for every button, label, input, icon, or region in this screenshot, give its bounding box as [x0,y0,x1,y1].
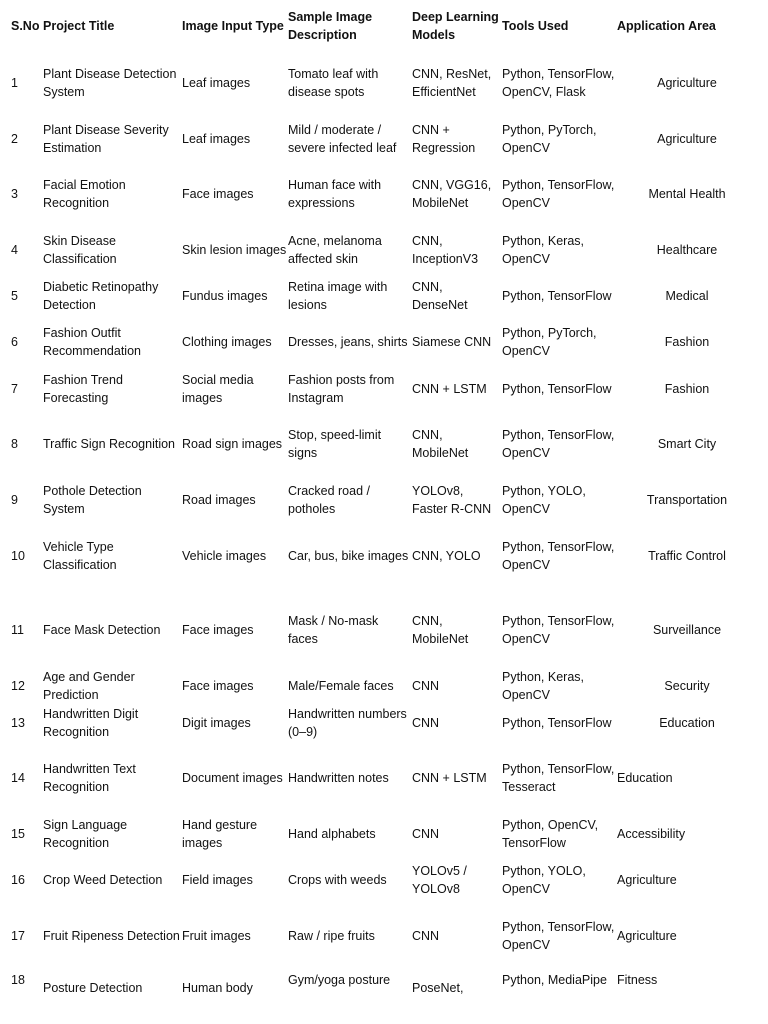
cell-application-area-text: Medical [665,288,709,303]
cell-project-title [43,667,181,704]
cell-application-area [617,852,757,908]
cell-sample-description [288,314,411,370]
cell-project-title-text: Plant Disease Severity Estimation [43,122,169,155]
cell-sample-description-text: Car, bus, bike images [288,548,409,563]
cell-tools-text: Python, Keras, OpenCV [502,669,584,702]
cell-sample-description-text: Retina image with lesions [288,279,388,312]
cell-application-area-text: Security [664,678,710,693]
cell-project-title-text: Handwritten Digit Recognition [43,706,139,739]
cell-sample-description [288,518,411,593]
cell-sample-description [288,908,411,964]
table-row [0,55,768,111]
cell-image-input-type [182,964,287,1024]
cell-project-title-text: Sign Language Recognition [43,817,128,850]
cell-project-title-text: Pothole Detection System [43,483,142,516]
cell-sno [11,407,41,481]
cell-sno [11,741,41,815]
cell-sno [11,481,41,518]
cell-models [412,964,501,1024]
cell-application-area-text: Transportation [646,492,728,507]
cell-application-area [617,481,757,518]
cell-tools-text: Python, TensorFlow, OpenCV [502,428,615,460]
cell-project-title [43,815,181,852]
cell-sample-description [288,704,411,741]
cell-sno-text: 3 [11,187,18,201]
cell-sample-description [288,407,411,481]
cell-models-text: CNN, InceptionV3 [412,233,479,266]
cell-models-text: CNN, YOLO [412,548,481,563]
table-row [0,111,768,166]
cell-tools-text: Python, YOLO, OpenCV [502,864,586,896]
cell-project-title [43,964,181,1024]
cell-sno [11,908,41,964]
cell-sno [11,964,41,1024]
header-image-input-type-label: Image Input Type [182,19,284,33]
table-row [0,704,768,741]
cell-models-text: PoseNet, [412,981,464,995]
cell-sample-description [288,370,411,407]
cell-image-input-type-text: Social media images [182,372,254,405]
cell-sample-description [288,55,411,111]
cell-tools-text: Python, MediaPipe [502,973,607,987]
cell-project-title [43,166,181,222]
cell-models-text: CNN + Regression [412,122,476,155]
cell-sample-description-text: Handwritten notes [288,771,389,785]
cell-application-area [617,667,757,704]
cell-tools-text: Python, PyTorch, OpenCV [502,122,597,155]
cell-image-input-type [182,55,287,111]
header-image-input-type [182,0,287,52]
cell-sample-description [288,111,411,166]
cell-models-text: YOLOv5 / YOLOv8 [412,864,467,896]
cell-sample-description [288,815,411,852]
cell-sno [11,277,41,314]
cell-sample-description [288,852,411,908]
cell-application-area [617,166,757,222]
header-sno-label: S.No [11,19,40,33]
cell-project-title [43,481,181,518]
cell-models-text: Siamese CNN [412,335,492,349]
cell-image-input-type-text: Digit images [182,715,251,730]
cell-models-text: CNN + LSTM [412,381,487,396]
cell-tools [502,166,616,222]
table-header-row [0,0,768,52]
cell-application-area [617,277,757,314]
cell-application-area [617,704,757,741]
table-row [0,407,768,481]
cell-image-input-type-text: Face images [182,678,254,693]
cell-sno [11,593,41,667]
cell-application-area-text: Agriculture [657,76,717,90]
header-project-title [43,0,181,52]
table-row [0,667,768,704]
cell-tools [502,222,616,277]
cell-project-title-text: Fashion Trend Forecasting [43,372,123,405]
cell-tools [502,407,616,481]
header-deep-learning-models [412,0,501,52]
cell-tools [502,518,616,593]
cell-sno [11,222,41,277]
cell-models [412,741,501,815]
cell-project-title-text: Handwritten Text Recognition [43,762,136,794]
cell-tools-text: Python, PyTorch, OpenCV [502,326,597,358]
cell-project-title-text: Posture Detection [43,981,143,995]
cell-image-input-type-text: Road images [182,492,256,507]
cell-image-input-type-text: Vehicle images [182,548,267,563]
cell-project-title [43,370,181,407]
table-row [0,518,768,593]
cell-image-input-type-text: Skin lesion images [182,242,287,257]
cell-project-title [43,111,181,166]
cell-models [412,704,501,741]
table-row [0,815,768,852]
cell-image-input-type-text: Clothing images [182,335,272,349]
cell-sno-text: 14 [11,771,25,785]
cell-sno-text: 8 [11,437,18,451]
cell-sno-text: 15 [11,826,25,841]
cell-application-area-text: Fashion [664,335,710,349]
table-row [0,314,768,370]
cell-image-input-type-text: Fundus images [182,288,268,303]
cell-image-input-type-text: Leaf images [182,76,251,90]
header-deep-learning-models-label: Deep Learning Models [412,10,499,42]
cell-application-area-text: Education [659,715,715,730]
cell-sample-description [288,593,411,667]
cell-sample-description-text: Gym/yoga posture [288,973,391,987]
cell-sample-description [288,166,411,222]
cell-sample-description-text: Dresses, jeans, shirts [288,335,408,349]
cell-tools-text: Python, TensorFlow, OpenCV [502,920,615,952]
cell-project-title-text: Fashion Outfit Recommendation [43,326,141,358]
cell-sample-description-text: Human face with expressions [288,178,382,210]
cell-sno-text: 5 [11,288,18,303]
table-row [0,222,768,277]
cell-application-area-text: Agriculture [617,873,677,887]
cell-tools [502,667,616,704]
cell-image-input-type [182,908,287,964]
cell-image-input-type [182,593,287,667]
table-row [0,277,768,314]
cell-sno [11,55,41,111]
cell-project-title [43,704,181,741]
cell-project-title-text: Crop Weed Detection [43,873,163,887]
header-sno [11,0,41,52]
cell-image-input-type-text: Hand gesture images [182,817,258,850]
cell-project-title [43,55,181,111]
cell-application-area-text: Traffic Control [648,548,726,563]
cell-project-title-text: Facial Emotion Recognition [43,178,126,210]
header-application-area-label: Application Area [617,19,716,33]
cell-tools [502,852,616,908]
cell-models [412,370,501,407]
cell-models [412,518,501,593]
cell-application-area [617,741,757,815]
cell-models [412,667,501,704]
cell-application-area [617,111,757,166]
cell-sno-text: 11 [11,623,24,637]
cell-tools [502,704,616,741]
cell-sno-text: 4 [11,242,18,257]
cell-tools-text: Python, TensorFlow, OpenCV [502,539,615,572]
cell-sno [11,518,41,593]
cell-models [412,815,501,852]
cell-image-input-type [182,704,287,741]
cell-sno-text: 2 [11,131,18,146]
cell-models [412,277,501,314]
cell-sno-text: 18 [11,973,25,987]
cell-application-area [617,370,757,407]
cell-sno [11,370,41,407]
table-row [0,593,768,667]
cell-image-input-type [182,407,287,481]
cell-application-area [617,55,757,111]
cell-models [412,852,501,908]
cell-sno-text: 17 [11,929,25,943]
cell-project-title-text: Traffic Sign Recognition [43,437,176,451]
cell-models-text: CNN, ResNet, EfficientNet [412,67,492,99]
cell-project-title [43,518,181,593]
table-row [0,741,768,815]
cell-models [412,407,501,481]
cell-models [412,55,501,111]
cell-tools-text: Python, TensorFlow [502,381,612,396]
cell-project-title-text: Vehicle Type Classification [43,539,117,572]
cell-tools-text: Python, TensorFlow [502,288,612,303]
cell-application-area-text: Fitness [617,973,658,987]
cell-application-area [617,314,757,370]
header-application-area [617,0,757,52]
cell-tools [502,481,616,518]
cell-image-input-type [182,222,287,277]
cell-models [412,222,501,277]
cell-image-input-type [182,314,287,370]
cell-sno [11,111,41,166]
cell-models-text: CNN [412,826,440,841]
cell-tools [502,815,616,852]
cell-sno-text: 13 [11,715,25,730]
header-sample-image-description-label: Sample Image Description [288,10,373,42]
cell-project-title-text: Skin Disease Classification [43,233,117,266]
cell-tools [502,370,616,407]
cell-tools-text: Python, YOLO, OpenCV [502,483,586,516]
cell-sno-text: 6 [11,335,18,349]
table-row [0,964,768,1024]
cell-application-area-text: Mental Health [648,187,726,201]
cell-sample-description-text: Tomato leaf with disease spots [288,67,379,99]
cell-image-input-type-text: Face images [182,187,254,201]
cell-image-input-type-text: Field images [182,873,253,887]
cell-sno [11,704,41,741]
cell-application-area [617,908,757,964]
cell-tools-text: Python, TensorFlow, OpenCV [502,614,615,646]
cell-tools [502,593,616,667]
cell-models-text: CNN [412,715,440,730]
header-tools-used [502,0,616,52]
cell-sample-description [288,277,411,314]
cell-image-input-type-text: Leaf images [182,131,251,146]
cell-image-input-type [182,741,287,815]
table-row [0,166,768,222]
cell-sample-description [288,741,411,815]
cell-application-area-text: Agriculture [617,929,677,943]
cell-tools [502,55,616,111]
cell-models [412,908,501,964]
cell-application-area [617,407,757,481]
cell-tools [502,111,616,166]
cell-models [412,481,501,518]
cell-models [412,593,501,667]
cell-image-input-type-text: Fruit images [182,929,251,943]
cell-application-area [617,815,757,852]
cell-sample-description-text: Mask / No-mask faces [288,614,379,646]
table-row [0,481,768,518]
cell-application-area-text: Surveillance [652,623,722,637]
cell-sample-description-text: Male/Female faces [288,678,394,693]
cell-models-text: CNN, MobileNet [412,614,469,646]
cell-application-area-text: Education [617,771,673,785]
cell-application-area-text: Accessibility [617,826,686,841]
cell-sample-description-text: Cracked road / potholes [288,483,370,516]
header-project-title-label: Project Title [43,19,115,33]
cell-models [412,111,501,166]
cell-application-area-text: Healthcare [656,242,718,257]
cell-application-area-text: Agriculture [657,131,717,146]
cell-image-input-type [182,815,287,852]
cell-tools [502,741,616,815]
cell-project-title [43,314,181,370]
cell-image-input-type [182,277,287,314]
cell-sno [11,852,41,908]
cell-project-title [43,852,181,908]
cell-models-text: CNN [412,929,440,943]
cell-sample-description [288,667,411,704]
cell-tools [502,908,616,964]
cell-tools-text: Python, TensorFlow [502,715,612,730]
cell-image-input-type-text: Road sign images [182,437,283,451]
cell-tools-text: Python, TensorFlow, Tesseract [502,762,615,794]
cell-image-input-type-text: Human body [182,981,253,995]
cell-sno-text: 1 [11,76,18,90]
cell-models-text: CNN, DenseNet [412,279,468,312]
cell-tools [502,314,616,370]
cell-project-title [43,741,181,815]
cell-sample-description-text: Mild / moderate / severe infected leaf [288,122,397,155]
cell-sno-text: 16 [11,873,25,887]
cell-image-input-type [182,852,287,908]
cell-image-input-type [182,111,287,166]
cell-tools-text: Python, OpenCV, TensorFlow [502,817,599,850]
cell-project-title-text: Face Mask Detection [43,623,161,637]
cell-project-title-text: Diabetic Retinopathy Detection [43,279,159,312]
cell-sample-description-text: Stop, speed-limit signs [288,428,382,460]
cell-sample-description-text: Hand alphabets [288,826,376,841]
cell-models [412,166,501,222]
cell-tools [502,964,616,1024]
cell-project-title-text: Age and Gender Prediction [43,669,135,702]
cell-image-input-type [182,370,287,407]
cell-sno [11,314,41,370]
header-sample-image-description [288,0,411,52]
cell-models-text: CNN, VGG16, MobileNet [412,178,492,210]
cell-sample-description [288,222,411,277]
cell-project-title [43,277,181,314]
cell-image-input-type [182,667,287,704]
cell-application-area [617,518,757,593]
cell-project-title-text: Fruit Ripeness Detection [43,929,180,943]
cell-image-input-type-text: Face images [182,623,254,637]
cell-sample-description [288,481,411,518]
cell-sno-text: 9 [11,492,18,507]
cell-application-area [617,593,757,667]
cell-sno [11,166,41,222]
cell-sample-description-text: Acne, melanoma affected skin [288,233,382,266]
cell-image-input-type [182,481,287,518]
cell-sno-text: 7 [11,381,18,396]
cell-models-text: CNN, MobileNet [412,428,469,460]
table-row [0,370,768,407]
cell-image-input-type [182,518,287,593]
cell-image-input-type [182,166,287,222]
cell-models-text: YOLOv8, Faster R-CNN [412,483,492,516]
cell-sno [11,667,41,704]
cell-application-area-text: Fashion [664,381,710,396]
cell-models-text: CNN + LSTM [412,771,487,785]
cell-tools-text: Python, TensorFlow, OpenCV [502,178,615,210]
cell-models-text: CNN [412,678,440,693]
cell-sample-description-text: Fashion posts from Instagram [288,372,395,405]
table-row [0,908,768,964]
cell-sample-description-text: Raw / ripe fruits [288,929,375,943]
cell-sno-text: 10 [11,548,25,563]
cell-application-area [617,964,757,1024]
table-row [0,852,768,908]
cell-sample-description-text: Handwritten numbers (0–9) [288,706,407,739]
cell-sno [11,815,41,852]
cell-models [412,314,501,370]
cell-application-area-text: Smart City [657,437,717,451]
cell-project-title [43,407,181,481]
cell-project-title-text: Plant Disease Detection System [43,67,177,99]
header-tools-used-label: Tools Used [502,19,569,33]
cell-sample-description [288,964,411,1024]
cell-tools-text: Python, TensorFlow, OpenCV, Flask [502,67,615,99]
cell-project-title [43,908,181,964]
cell-project-title [43,593,181,667]
cell-tools [502,277,616,314]
cell-project-title [43,222,181,277]
cell-image-input-type-text: Document images [182,771,283,785]
cell-application-area [617,222,757,277]
cell-sno-text: 12 [11,678,25,693]
cell-sample-description-text: Crops with weeds [288,873,387,887]
cell-tools-text: Python, Keras, OpenCV [502,233,584,266]
